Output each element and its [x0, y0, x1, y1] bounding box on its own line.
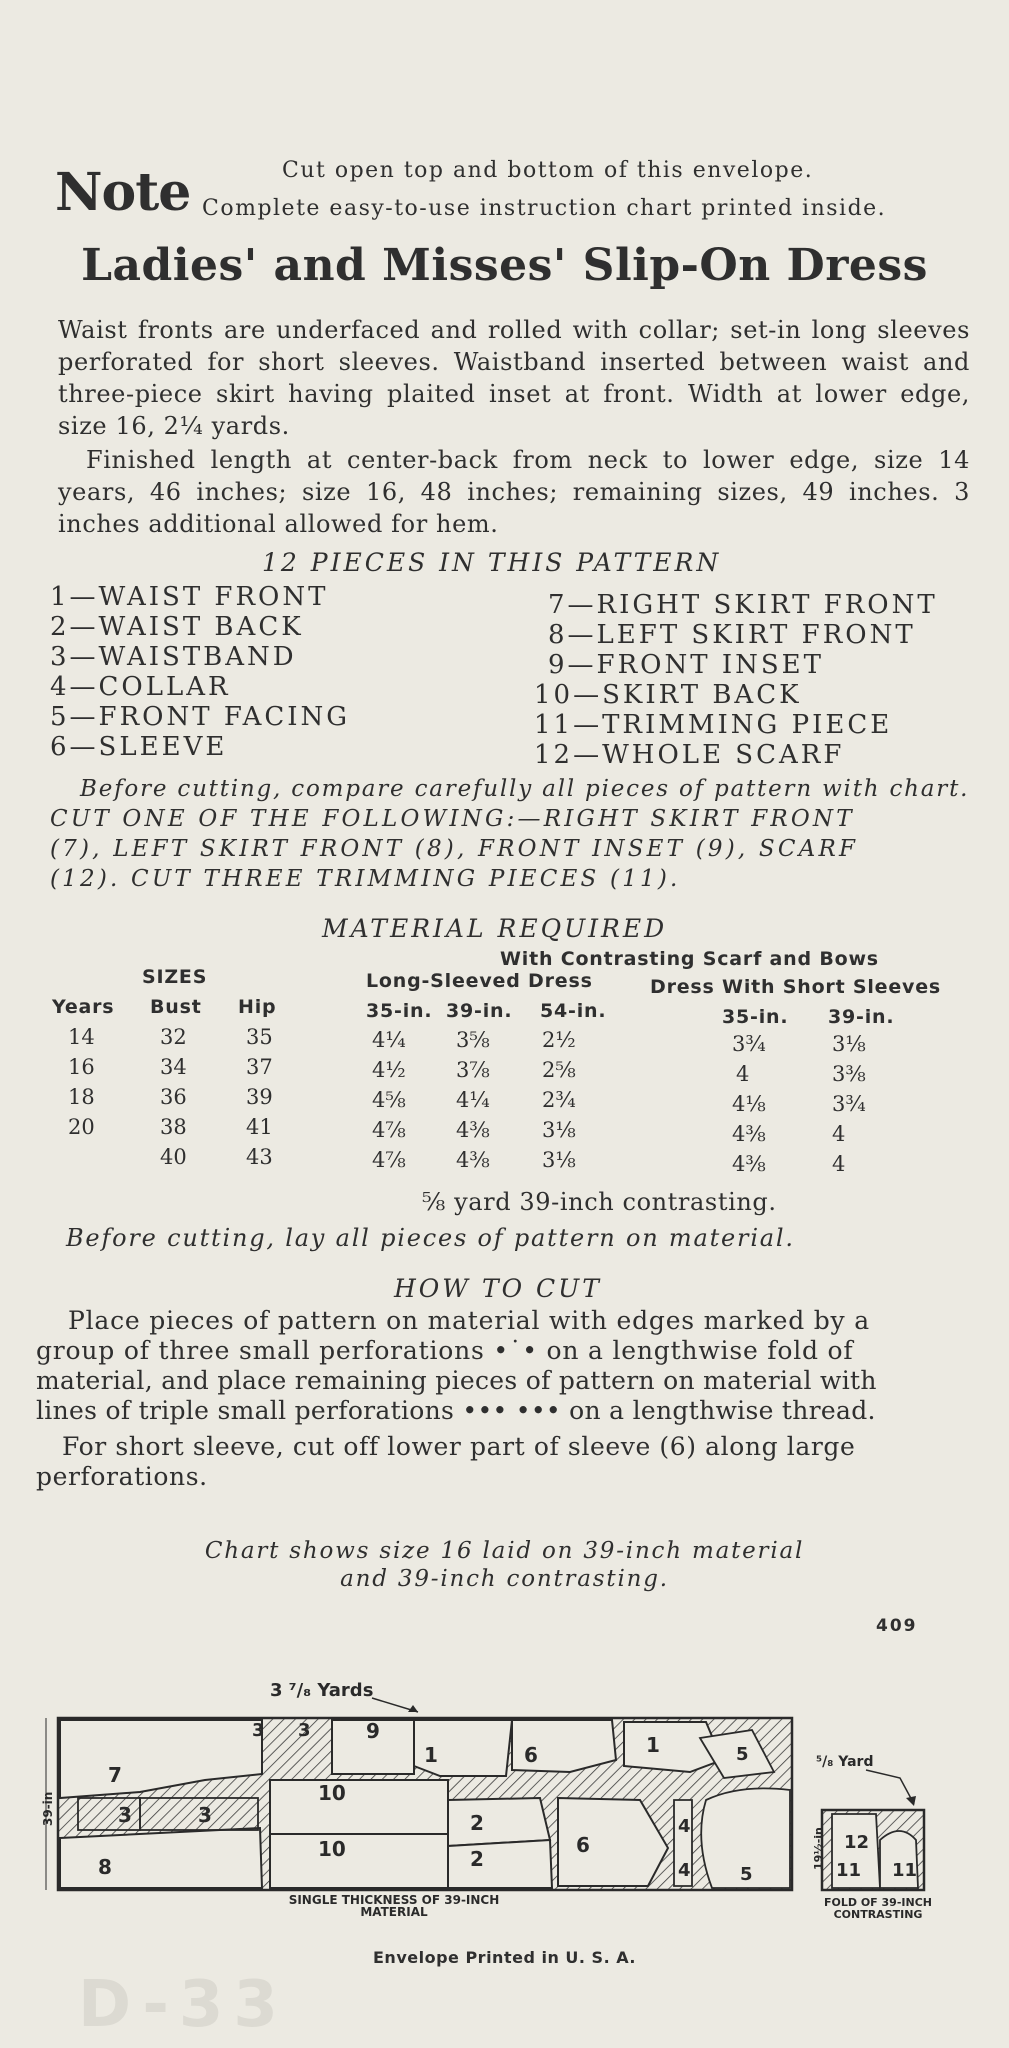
col-35-long: 35-in.: [366, 1000, 433, 1022]
finished-length: Finished length at center-back from neck to lower edge, size 14 years, 46 inches; size 16, 48 inches; remaining sizes, 49 inches. 3 inches additional allowed for hem.: [58, 446, 970, 538]
diagram-label: 10: [318, 1837, 346, 1861]
main-caption-2: MATERIAL: [360, 1905, 428, 1919]
table-cell: 4¼: [456, 1088, 490, 1112]
pattern-title: Ladies' and Misses' Slip-On Dress: [81, 240, 928, 291]
table-cell: 3⅝: [456, 1028, 490, 1052]
how-to-cut-heading: HOW TO CUT: [394, 1274, 602, 1303]
diagram-label: 11: [892, 1860, 918, 1881]
table-cell: 32: [160, 1025, 187, 1049]
table-cell: 4⅜: [732, 1152, 766, 1176]
contrasting-note: ⅝ yard 39-inch contrasting.: [422, 1188, 777, 1216]
how-to-cut-line-2: group of three small perforations •˙• on a lengthwise fold of: [36, 1336, 854, 1365]
yards-main-label: 3 ⁷/₈ Yards: [270, 1680, 374, 1701]
piece-7: 7—RIGHT SKIRT FRONT: [548, 590, 938, 620]
diagram-label: 2: [470, 1811, 484, 1835]
table-cell: 2¾: [542, 1088, 576, 1112]
side-label-main: 39-in: [41, 1791, 55, 1826]
col-39-long: 39-in.: [446, 1000, 513, 1022]
table-cell: 4⅛: [732, 1092, 766, 1116]
envelope-footer: Envelope Printed in U. S. A.: [373, 1948, 636, 1967]
fold-caption-2: CONTRASTING: [833, 1908, 923, 1921]
table-cell: 43: [246, 1145, 273, 1169]
diagram-label: 9: [366, 1719, 380, 1743]
piece-3: 3—WAISTBAND: [50, 642, 297, 672]
table-cell: 3¾: [832, 1092, 866, 1116]
diagram-label: 1: [646, 1733, 660, 1757]
long-sleeved-label: Long-Sleeved Dress: [366, 970, 593, 992]
piece-shape-8: [60, 1828, 262, 1888]
diagram-label: 2: [470, 1847, 484, 1871]
diagram-label: 6: [524, 1743, 538, 1767]
diagram-label: 11: [836, 1860, 862, 1881]
piece-5: 5—FRONT FACING: [50, 702, 351, 732]
table-cell: 40: [160, 1145, 187, 1169]
description: Waist fronts are underfaced and rolled with collar; set-in long sleeves perforated for short sleeves. Waistband inserted between waist and three-piece skirt having plaited inset at front. Width at lower edge, size 16, 2¼ yards.: [58, 316, 970, 440]
yards-contrast-label: ⁵/₈ Yard: [816, 1754, 874, 1770]
table-cell: 3⅞: [456, 1058, 490, 1082]
side-label-fold: 19½-in: [812, 1827, 825, 1870]
diagram-label: 3: [252, 1720, 265, 1741]
diagram-label: 3: [198, 1803, 212, 1827]
diagram-label: 10: [318, 1781, 346, 1805]
table-cell: 39: [246, 1085, 273, 1109]
chart-caption-1: Chart shows size 16 laid on 39-inch material: [204, 1538, 805, 1564]
piece-4: 4—COLLAR: [50, 672, 231, 702]
table-cell: 36: [160, 1085, 187, 1109]
table-cell: 16: [68, 1055, 95, 1079]
table-cell: 4: [832, 1122, 846, 1146]
piece-9: 9—FRONT INSET: [548, 650, 824, 680]
how-to-cut-line-6: perforations.: [36, 1462, 208, 1491]
note-line-2: Complete easy-to-use instruction chart printed inside.: [202, 196, 887, 221]
cutting-note-1: Before cutting, compare carefully all pieces of pattern with chart.: [80, 776, 970, 802]
table-cell: 34: [160, 1055, 187, 1079]
col-35-short: 35-in.: [722, 1006, 789, 1028]
material-heading: MATERIAL REQUIRED: [322, 914, 668, 943]
note-line-1: Cut open top and bottom of this envelope.: [282, 158, 814, 183]
table-cell: 41: [246, 1115, 273, 1139]
table-cell: 4⅞: [372, 1118, 406, 1142]
pieces-heading: 12 PIECES IN THIS PATTERN: [262, 548, 722, 577]
table-cell: 4⅝: [372, 1088, 406, 1112]
col-39-short: 39-in.: [828, 1006, 895, 1028]
table-cell: 18: [68, 1085, 95, 1109]
table-cell: 4⅞: [372, 1148, 406, 1172]
cutting-note-4: (12). CUT THREE TRIMMING PIECES (11).: [50, 866, 681, 892]
table-cell: 4⅜: [456, 1148, 490, 1172]
table-cell: 4: [736, 1062, 750, 1086]
table-cell: 3⅛: [832, 1032, 866, 1056]
diagram-label: 3: [118, 1803, 132, 1827]
how-to-cut-line-4: lines of triple small perforations ••• ••• on a lengthwise thread.: [36, 1396, 876, 1425]
table-cell: 2⅝: [542, 1058, 576, 1082]
table-cell: 4⅜: [456, 1118, 490, 1142]
main-caption-1: SINGLE THICKNESS OF 39-INCH: [288, 1893, 500, 1907]
table-cell: 3⅜: [832, 1062, 866, 1086]
table-cell: 3¾: [732, 1032, 766, 1056]
table-cell: 4⅜: [732, 1122, 766, 1146]
piece-shape-2b: [448, 1840, 552, 1888]
col-bust: Bust: [150, 996, 202, 1018]
table-cell: 37: [246, 1055, 273, 1079]
piece-shape-10b: [270, 1834, 448, 1888]
table-cell: 38: [160, 1115, 187, 1139]
diagram-label: 5: [740, 1864, 753, 1885]
sizes-label: SIZES: [142, 966, 208, 988]
how-to-cut-line-3: material, and place remaining pieces of pattern on material with: [36, 1366, 877, 1395]
piece-6: 6—SLEEVE: [50, 732, 228, 762]
table-cell: 3⅛: [542, 1148, 576, 1172]
piece-10: 10—SKIRT BACK: [534, 680, 802, 710]
cutting-note-2: CUT ONE OF THE FOLLOWING:—RIGHT SKIRT FRONT: [50, 806, 855, 832]
diagram-label: 5: [736, 1744, 749, 1765]
col-hip: Hip: [238, 996, 277, 1018]
table-cell: 4½: [372, 1058, 406, 1082]
piece-shape-10a: [270, 1780, 448, 1834]
piece-shape-2a: [448, 1798, 550, 1846]
table-cell: 20: [68, 1115, 95, 1139]
note-label: Note: [55, 162, 191, 223]
chart-caption-2: and 39-inch contrasting.: [340, 1566, 669, 1592]
faded-stamp: D-33: [78, 1968, 288, 2042]
col-years: Years: [52, 996, 115, 1018]
how-to-cut-line-5: For short sleeve, cut off lower part of sleeve (6) along large: [62, 1432, 856, 1461]
diagram-label: 12: [844, 1832, 870, 1853]
table-cell: 4: [832, 1152, 846, 1176]
piece-2: 2—WAIST BACK: [50, 612, 304, 642]
fold-caption-1: FOLD OF 39-INCH: [824, 1896, 932, 1909]
piece-11: 11—TRIMMING PIECE: [534, 710, 893, 740]
how-to-cut-line-1: Place pieces of pattern on material with edges marked by a: [68, 1306, 870, 1335]
diagram-label: 6: [576, 1833, 590, 1857]
diagram-label: 4: [678, 1816, 691, 1837]
diagram-label: 4: [678, 1860, 691, 1881]
diagram-label: 3: [298, 1720, 311, 1741]
table-cell: 3⅛: [542, 1118, 576, 1142]
diagram-label: 1: [424, 1743, 438, 1767]
piece-1: 1—WAIST FRONT: [50, 582, 329, 612]
before-lay-note: Before cutting, lay all pieces of pattern on material.: [66, 1224, 795, 1252]
piece-12: 12—WHOLE SCARF: [534, 740, 845, 770]
table-cell: 4¼: [372, 1028, 406, 1052]
diagram-label: 8: [98, 1855, 112, 1879]
piece-8: 8—LEFT SKIRT FRONT: [548, 620, 916, 650]
table-cell: 35: [246, 1025, 273, 1049]
table-cell: 2½: [542, 1028, 576, 1052]
table-cell: 14: [68, 1025, 95, 1049]
with-contrasting-label: With Contrasting Scarf and Bows: [500, 948, 879, 970]
col-54-long: 54-in.: [540, 1000, 607, 1022]
short-sleeves-label: Dress With Short Sleeves: [650, 976, 942, 998]
diagram-label: 7: [108, 1763, 122, 1787]
pattern-number: 409: [876, 1616, 918, 1636]
cutting-note-3: (7), LEFT SKIRT FRONT (8), FRONT INSET (9), SCARF: [50, 836, 859, 862]
